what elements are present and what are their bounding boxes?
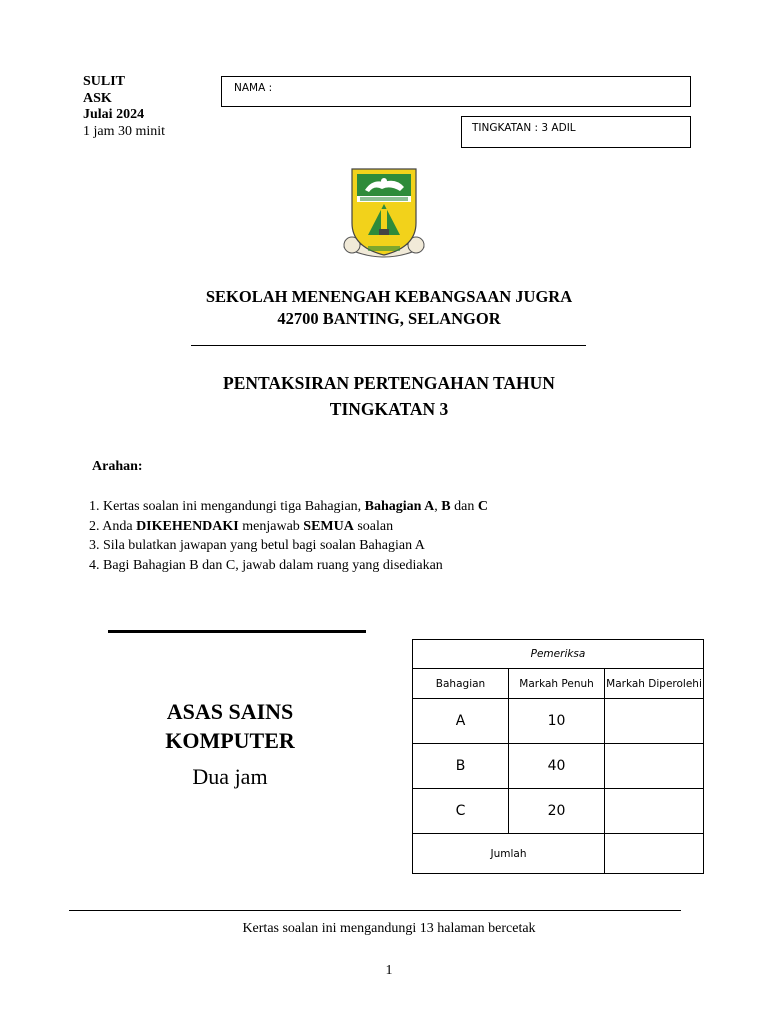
divider-line [191,345,586,346]
subject-title: ASAS SAINS KOMPUTER [165,699,295,753]
column-header: Markah Diperolehi [605,669,704,699]
exam-title: PENTAKSIRAN PERTENGAHAN TAHUN [223,373,555,393]
name-label: NAMA : [234,82,273,94]
total-label: Jumlah [413,834,605,874]
instruction-item: 2. Anda DIKEHENDAKI menjawab SEMUA soalan [89,518,394,534]
examiner-table [412,639,704,874]
exam-level: TINGKATAN 3 [329,399,449,419]
school-address: 42700 BANTING, SELANGOR [277,309,501,328]
table-row [413,744,704,789]
instruction-item: 1. Kertas soalan ini mengandungi tiga Bahagian, Bahagian A, B dan C [89,499,488,514]
thick-rule [108,630,366,633]
exam-date: Julai 2024 [83,107,145,122]
school-crest-logo [338,165,430,261]
full-marks-cell: 10 [509,699,605,744]
exam-time: 1 jam 30 minit [83,123,166,139]
subject-duration: Dua jam [192,764,268,789]
section-cell: A [413,699,509,744]
table-row [413,789,704,834]
instructions-list [89,497,488,575]
instructions-title: Arahan: [92,459,143,474]
name-field[interactable] [221,76,691,107]
full-marks-cell: 40 [509,744,605,789]
marks-obtained-cell[interactable] [605,789,704,834]
instruction-item: 3. Sila bulatkan jawapan yang betul bagi soalan Bahagian A [89,538,425,553]
page-number: 1 [385,963,393,978]
section-cell: B [413,744,509,789]
exam-heading [0,370,768,422]
school-name: SEKOLAH MENENGAH KEBANGSAAN JUGRA [205,287,573,306]
school-heading [0,286,768,330]
instruction-item: 4. Bagi Bahagian B dan C, jawab dalam ruang yang disediakan [89,557,443,573]
class-field[interactable] [461,116,691,148]
table-row [413,699,704,744]
class-label: TINGKATAN : 3 ADIL [472,122,576,134]
total-value-cell[interactable] [605,834,704,874]
total-row [413,834,704,874]
marks-obtained-cell[interactable] [605,699,704,744]
column-header: Markah Penuh [509,669,605,699]
column-header: Bahagian [413,669,509,699]
footer-rule [69,910,681,911]
subject-code: ASK [83,90,112,106]
header-info [83,74,165,140]
section-cell: C [413,789,509,834]
examiner-title: Pemeriksa [413,640,704,669]
marks-obtained-cell[interactable] [605,744,704,789]
full-marks-cell: 20 [509,789,605,834]
sulit-label: SULIT [83,74,126,89]
footer-note: Kertas soalan ini mengandungi 13 halaman bercetak [242,921,536,936]
